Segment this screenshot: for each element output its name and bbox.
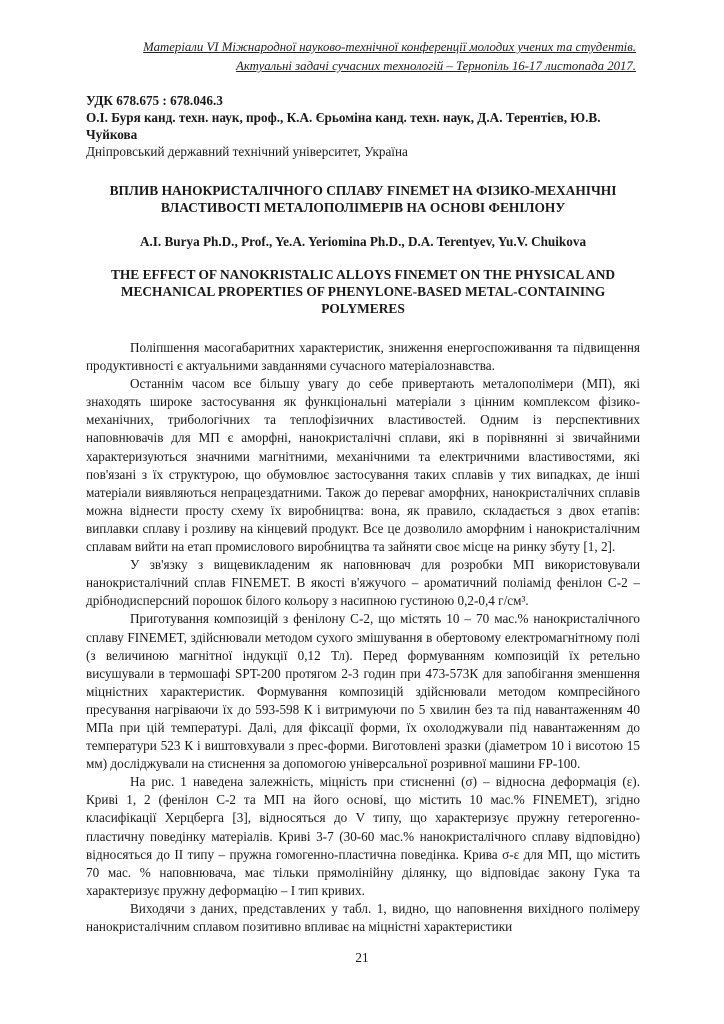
authors-ua: О.І. Буря канд. техн. наук, проф., К.А. Єрьоміна канд. техн. наук, Д.А. Терентієв, Ю.В. Чуйкова xyxy=(86,110,601,142)
page-number: 21 xyxy=(355,950,369,965)
paragraph: Виходячи з даних, представлених у табл. 1, видно, що наповнення вихідного полімеру нанокристалічним сплавом позитивно впливає на міцністні характеристики xyxy=(86,900,640,934)
article-body xyxy=(86,339,640,936)
conference-header-line-2: Актуальні задачі сучасних технологій – Тернопіль 16-17 листопада 2017. xyxy=(236,59,636,73)
udk-code: УДК 678.675 : 678.046.3 xyxy=(86,93,223,108)
conference-header-line-1: Матеріали VI Міжнародної науково-технічної конференції молодих учених та студентів. xyxy=(143,40,636,54)
paragraph: Поліпшення масогабаритних характеристик, зниження енергоспоживання та підвищення продуктивності є актуальними завданнями сучасного матеріалознавства. xyxy=(86,340,640,374)
paragraph: На рис. 1 наведена залежність, міцність при стисненні (σ) – відносна деформація (ε). Криві 1, 2 (фенілон С-2 та МП на його основі, що містить 10 мас.% FINEMET), згідно класифікації Херцберга [3], відносяться до V типу, що характеризує пружну гетерогенно-пластичну поведінку матеріалів. Криві 3-7 (30-60 мас.% нанокристалічного сплаву відповідно) відносяться до ІІ типу – пружна гомогенно-пластична поведінка. Крива σ-ε для МП, що містить 70 мас. % наповнювача, має тільки прямолінійну ділянку, що відповідає закону Гука та характеризує пружну деформацію – І тип кривих. xyxy=(86,774,640,898)
page-content xyxy=(86,38,640,936)
paragraph: Останнім часом все більшу увагу до себе привертають металополімери (МП), які знаходять широке застосування як функціональні матеріали з цінним комплексом фізико-механічних, трибологічних та теплофізичних властивостей. Одним із перспективних наповнювачів для МП є аморфні, нанокристалічні сплави, які в порівнянні зі звичайними характеризуються значними магнітними, механічними та електричними властивостями, які пов'язані з їх структурою, що обумовлює застосування таких сплавів у тих випадках, де інші матеріали виявляються непрацездатними. Також до переваг аморфних, нанокристалічних сплавів можна віднести просту схему їх виробництва: вона, як правило, складається з двох етапів: виплавки сплаву і розливу на кінцевий продукт. Все це дозволило аморфним і нанокристалічним сплавам вийти на етап промислового виробництва та зайняти своє місце на ринку збуту [1, 2]. xyxy=(86,376,640,555)
title-en: THE EFFECT OF NANOKRISTALIC ALLOYS FINEMET ON THE PHYSICAL AND MECHANICAL PROPERTIES OF PHENYLONE-BASED METAL-CONTAINING POLYMERES xyxy=(110,267,616,316)
affiliation: Дніпровський державний технічний університет, Україна xyxy=(86,144,408,159)
title-ua: ВПЛИВ НАНОКРИСТАЛІЧНОГО СПЛАВУ FINEMET НА ФІЗИКО-МЕХАНІЧНІ ВЛАСТИВОСТІ МЕТАЛОПОЛІМЕРІВ НА ОСНОВІ ФЕНІЛОНУ xyxy=(109,183,617,215)
paragraph: Приготування композицій з фенілону С-2, що містять 10 – 70 мас.% нанокристалічного сплаву FINEMET, здійснювали методом сухого змішування в обертовому електромагнітному полі (з величиною магнітної індукції 0,12 Тл). Перед формуванням композицій їх ретельно висушували в термошафі SPT-200 протягом 2-3 годин при 473-573К для запобігання зменшення міцністних характеристик. Формування композицій здійснювали методом компресійного пресування нагріваючи їх до 593-598 К і витримуючи по 5 хвилин без та під навантаженням 40 МПа при цій температурі. Далі, для фіксації форми, їх охолоджували під навантаженням до температури 523 К і виштовхували з прес-форми. Виготовлені зразки (діаметром 10 і висотою 15 мм) досліджували на стиснення за допомогою універсальної розривної машини FP-100. xyxy=(86,611,640,772)
authors-en: A.I. Burya Ph.D., Prof., Ye.A. Yeriomina Ph.D., D.A. Terentyev, Yu.V. Chuikova xyxy=(139,234,587,249)
conference-header xyxy=(86,38,640,76)
paragraph: У зв'язку з вищевикладеним як наповнювач для розробки МП використовували нанокристалічний сплав FINEMET. В якості в'яжучого – ароматичний поліамід фенілон С-2 – дрібнодисперсний порошок білого кольору з насипною густиною 0,2-0,4 г/см³. xyxy=(86,557,640,609)
